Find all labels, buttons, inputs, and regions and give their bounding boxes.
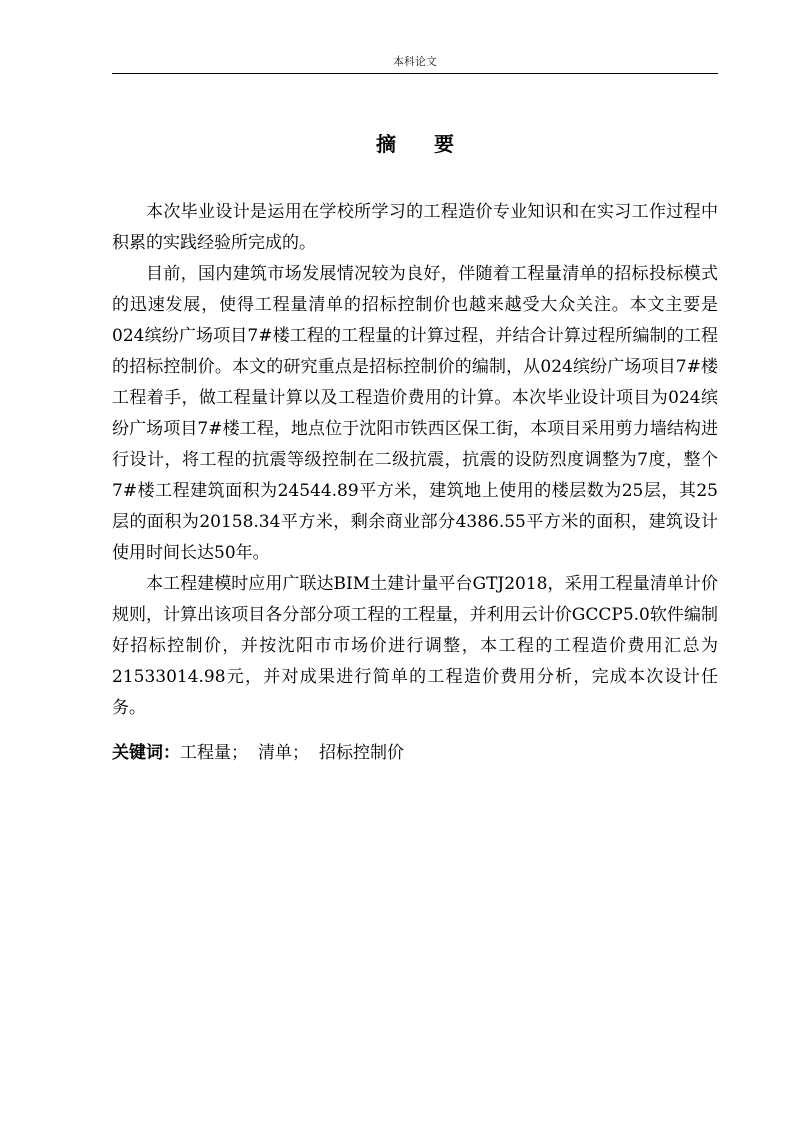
keywords-label: 关键词：	[112, 743, 180, 763]
keyword-item: 工程量；	[180, 743, 248, 763]
keyword-item: 招标控制价	[319, 743, 404, 763]
header-rule	[112, 73, 718, 74]
abstract-title: 摘要	[376, 132, 492, 156]
abstract-paragraph-3: 本工程建模时应用广联达BIM土建计量平台GTJ2018，采用工程量清单计价规则，计算出该项目各分部分项工程的工程量，并利用云计价GCCP5.0软件编制好招标控制价，并按沈阳市市场价进行调整，本工程的工程造价费用汇总为21533014.98元，并对成果进行简单的工程造价费用分析，完成本次设计任务。	[112, 574, 718, 718]
keyword-item: 清单；	[258, 743, 309, 763]
keywords-line	[112, 739, 718, 767]
abstract-paragraph-1: 本次毕业设计是运用在学校所学习的工程造价专业知识和在实习工作过程中积累的实践经验所完成的。	[112, 202, 718, 253]
abstract-body	[112, 197, 718, 724]
abstract-paragraph-2: 目前，国内建筑市场发展情况较为良好，伴随着工程量清单的招标投标模式的迅速发展，使得工程量清单的招标控制价也越来越受大众关注。本文主要是024缤纷广场项目7#楼工程的工程量的计算过程，并结合计算过程所编制的工程的招标控制价。本文的研究重点是招标控制价的编制，从024缤纷广场项目7#楼工程着手，做工程量计算以及工程造价费用的计算。本次毕业设计项目为024缤纷广场项目7#楼工程，地点位于沈阳市铁西区保工街，本项目采用剪力墙结构进行设计，将工程的抗震等级控制在二级抗震，抗震的设防烈度调整为7度，整个7#楼工程建筑面积为24544.89平方米，建筑地上使用的楼层数为25层，其25层的面积为20158.34平方米，剩余商业部分4386.55平方米的面积，建筑设计使用时间长达50年。	[112, 264, 718, 563]
running-header: 本科论文	[393, 55, 437, 68]
